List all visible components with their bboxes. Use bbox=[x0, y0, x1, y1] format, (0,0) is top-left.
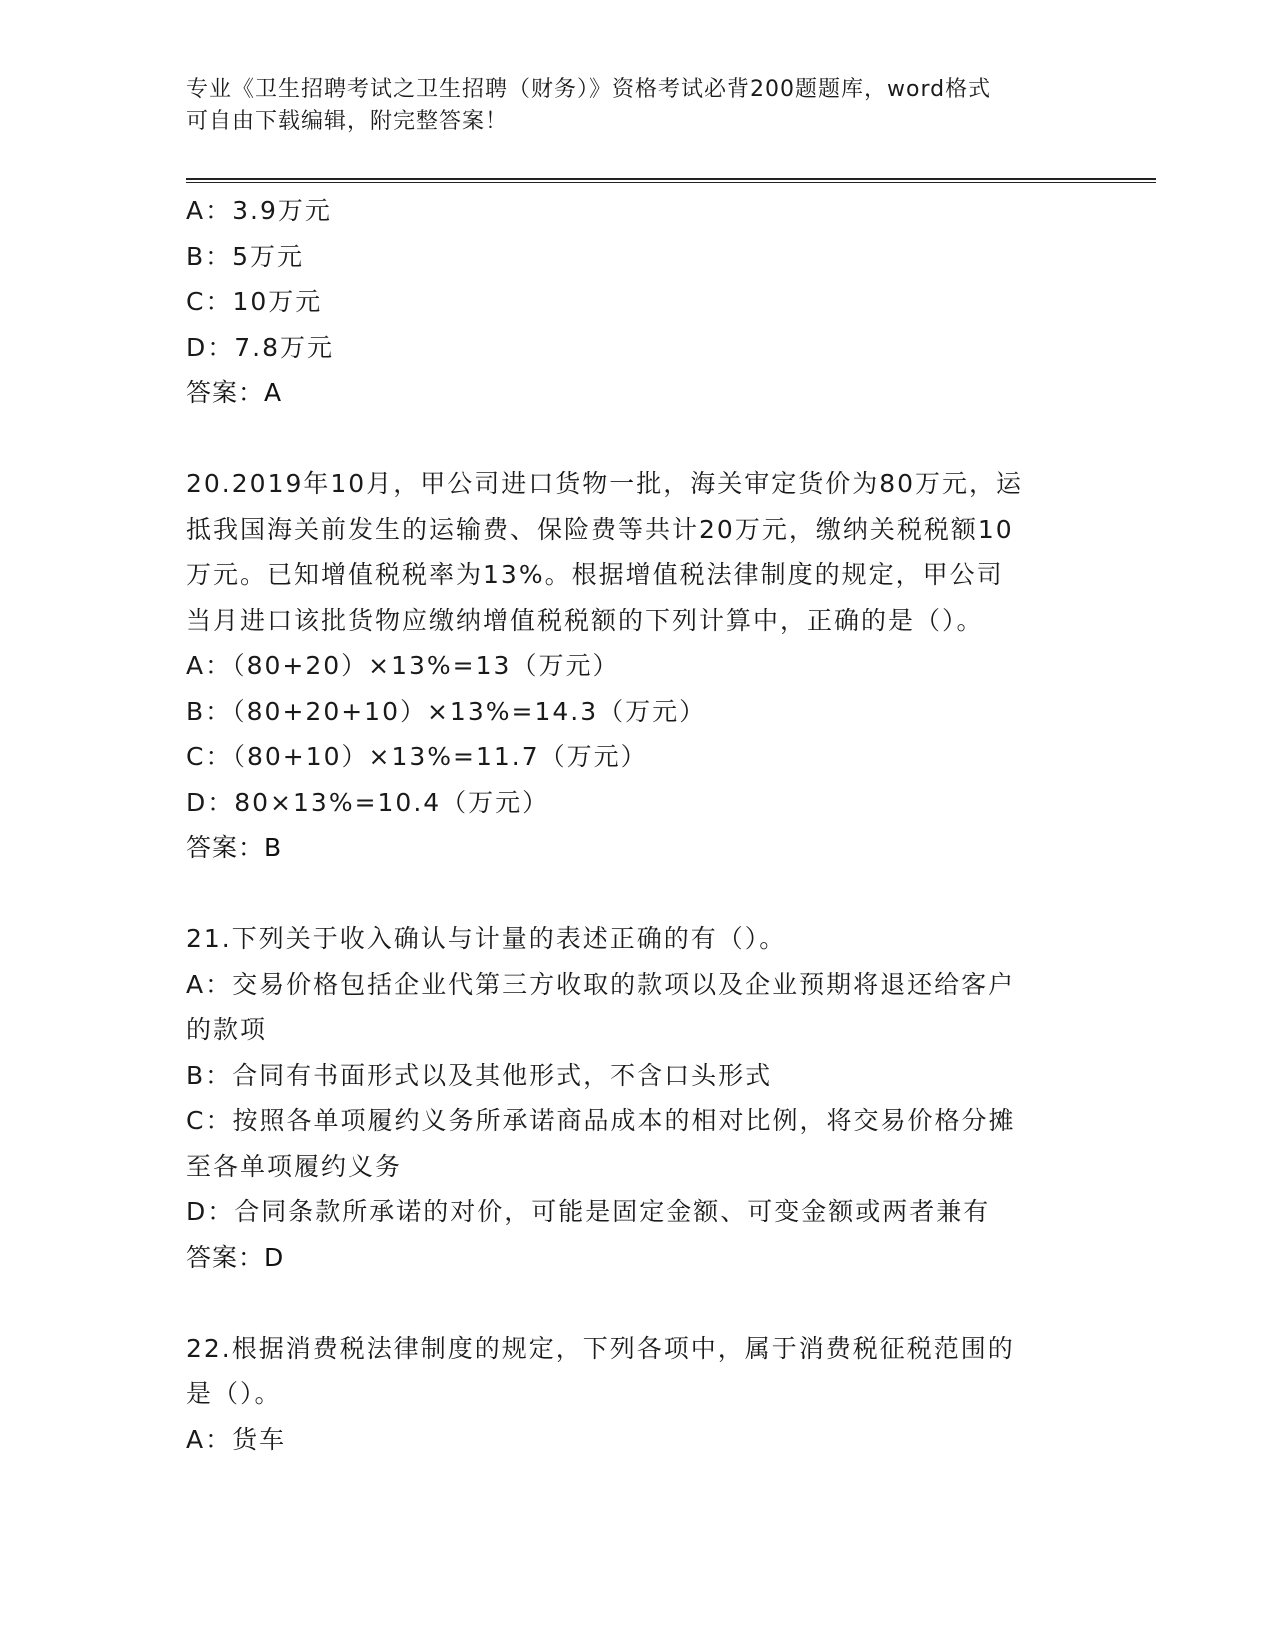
question-stem-line: 21.下列关于收入确认与计量的表述正确的有（）。 bbox=[186, 924, 787, 953]
question-stem-line: 是（）。 bbox=[186, 1379, 282, 1408]
question-21 bbox=[186, 916, 1086, 1280]
option-b: B：合同有书面形式以及其他形式，不含口头形式 bbox=[186, 1060, 773, 1090]
spacer bbox=[186, 416, 1086, 462]
document-body bbox=[186, 188, 1086, 1462]
option-a: A：货车 bbox=[186, 1424, 287, 1454]
option-a: A：交易价格包括企业代第三方收取的款项以及企业预期将退还给客户 bbox=[186, 969, 1016, 999]
spacer bbox=[186, 1280, 1086, 1326]
option-b: B：（80+20+10）×13%=14.3（万元） bbox=[186, 696, 707, 726]
option-a: A：3.9万元 bbox=[186, 196, 332, 225]
option-b: B：5万元 bbox=[186, 241, 305, 271]
answer: 答案：A bbox=[186, 378, 283, 407]
question-stem-line: 22.根据消费税法律制度的规定，下列各项中，属于消费税征税范围的 bbox=[186, 1333, 1015, 1363]
option-d: D：7.8万元 bbox=[186, 332, 335, 362]
header-line-2: 可自由下载编辑，附完整答案！ bbox=[186, 109, 509, 134]
question-stem-line: 当月进口该批货物应缴纳增值税税额的下列计算中，正确的是（）。 bbox=[186, 605, 984, 635]
page-header bbox=[186, 74, 1086, 138]
option-c-continued: 至各单项履约义务 bbox=[186, 1151, 403, 1181]
option-c: C：（80+10）×13%=11.7（万元） bbox=[186, 742, 648, 771]
option-c: C：按照各单项履约义务所承诺商品成本的相对比例，将交易价格分摊 bbox=[186, 1106, 1016, 1135]
header-divider bbox=[186, 178, 1156, 183]
question-stem-line: 抵我国海关前发生的运输费、保险费等共计20万元，缴纳关税税额10 bbox=[186, 514, 1014, 544]
option-a: A：（80+20）×13%=13（万元） bbox=[186, 651, 620, 680]
question-20 bbox=[186, 461, 1086, 871]
option-d: D：80×13%=10.4（万元） bbox=[186, 787, 550, 817]
question-22 bbox=[186, 1326, 1086, 1463]
option-c: C：10万元 bbox=[186, 287, 323, 316]
question-19-tail bbox=[186, 188, 1086, 416]
answer: 答案：D bbox=[186, 1242, 285, 1272]
spacer bbox=[186, 871, 1086, 917]
question-stem-line: 万元。已知增值税税率为13%。根据增值税法律制度的规定，甲公司 bbox=[186, 560, 1004, 589]
answer: 答案：B bbox=[186, 833, 283, 862]
option-d: D：合同条款所承诺的对价，可能是固定金额、可变金额或两者兼有 bbox=[186, 1197, 991, 1226]
option-a-continued: 的款项 bbox=[186, 1015, 268, 1044]
header-line-1: 专业《卫生招聘考试之卫生招聘（财务）》资格考试必背200题题库，word格式 bbox=[186, 77, 992, 102]
question-stem-line: 20.2019年10月，甲公司进口货物一批，海关审定货价为80万元，运 bbox=[186, 469, 1024, 498]
